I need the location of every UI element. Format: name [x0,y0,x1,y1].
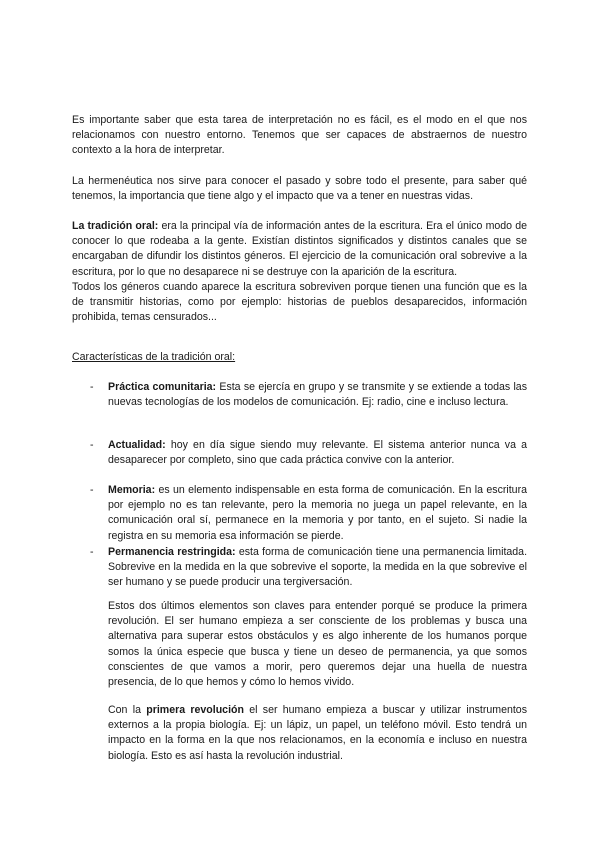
list-item-term: Actualidad: [108,439,166,451]
list-dash: - [90,546,94,558]
list-item-text [108,545,527,591]
list-dash: - [90,439,94,451]
list-dash: - [90,381,94,393]
characteristics-heading-text: Características de la tradición oral: [72,351,236,363]
list-item-term: Memoria: [108,484,156,496]
list-dash: - [90,484,94,496]
list-item-body: Esta se ejercía en grupo y se transmite y se extiende a todas las nuevas tecnologías de los modelos de comunicación. Ej: radio, cine e incluso lectura. [108,381,527,409]
list-item-body: hoy en día sigue siendo muy relevante. El sistema anterior nunca va a desaparecer por completo, sino que cada práctica convive con la anterior. [108,439,527,467]
closing-p2-pre: Con la [108,704,147,716]
intro-paragraph-2: La hermenéutica nos sirve para conocer el pasado y sobre todo el presente, para saber qué tenemos, la importancia que tiene algo y el impacto que va a tener en nuestras vidas. [72,175,527,203]
list-item-body: es un elemento indispensable en esta forma de comunicación. En la escritura por ejemplo no es tan relevante, pero la memoria no juega un papel relevante, en la comunicación oral sí, permanece en la memoria y por tanto, en el sujeto. Si nadie la registra en su memoria esa información se pierde. [108,484,527,542]
list-item-text [108,483,527,544]
tradicion-oral-text-2: Todos los géneros cuando aparece la escritura sobreviven porque tienen una función que es la de transmitir historias, como por ejemplo: historias de pueblos desaparecidos, información prohibida, temas censurados... [72,280,527,324]
list-item-term: Práctica comunitaria: [108,381,217,393]
closing-p2-term: primera revolución [146,704,244,716]
list-item-text [108,380,527,410]
intro-paragraph-1: Es importante saber que esta tarea de interpretación no es fácil, es el modo en el que nos relacionamos con nuestro entorno. Tenemos que ser capaces de abstraernos de nuestro contexto a la hora de interpretar. [72,114,527,157]
list-item-body: esta forma de comunicación tiene una permanencia limitada. Sobrevive en la medida en la que sobrevive el soporte, la medida en la que sobrevive el ser humano y se puede producir una tergiversación. [108,546,528,589]
closing-p2-text: el ser humano empieza a buscar y utilizar instrumentos externos a la propia biología. Ej: un lápiz, un papel, un teléfono móvil. Esto tendrá un impacto en la forma en la que nos relacionamos, en la economía e incluso en nuestra biología. Esto es así hasta la revolución industrial. [108,704,527,762]
list-item-text [108,438,527,468]
closing-paragraph-1: Estos dos últimos elementos son claves para entender porqué se produce la primera revolución. El ser humano empieza a ser consciente de los problemas y busca una alternativa para superar estos obstáculos y es algo inherente de los humanos porque somos la única especie que busca y tiene un deseo de permanencia, ya que somos conscientes de que vamos a morir, pero queremos dejar una huella de nuestra presencia, de lo que hemos y cómo lo hemos vivido. [108,600,527,689]
tradicion-oral-term: La tradición oral: [72,220,159,232]
tradicion-oral-text: era la principal vía de información antes de la escritura. Era el único modo de conocer lo que rodeaba a la gente. Existían distintos significados y distintos canales que se encargaban de difundir los distintos géneros. El ejercicio de la comunicación oral sobrevive a la escritura, por lo que no desaparece ni se destruye con la aparición de la escritura. [72,220,527,278]
closing-paragraph-2 [108,703,527,764]
tradicion-oral-paragraph [72,219,527,325]
characteristics-heading [72,350,527,365]
list-item-term: Permanencia restringida: [108,546,236,558]
